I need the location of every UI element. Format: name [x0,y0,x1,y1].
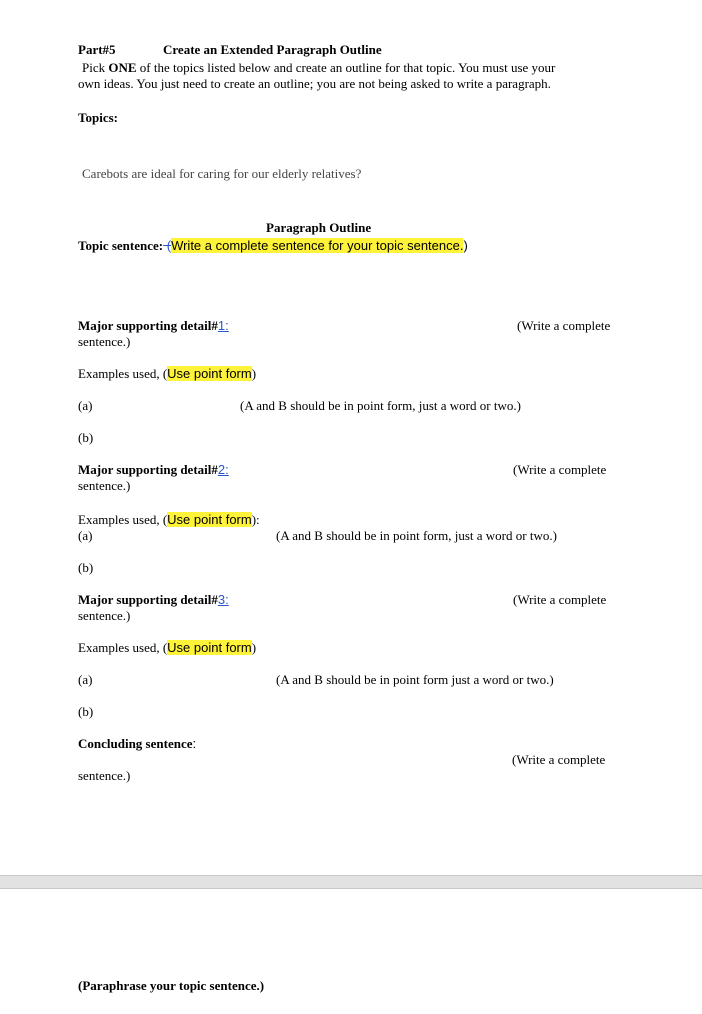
concluding-label: Concluding sentence: [78,736,197,751]
detail-1-a-note: (A and B should be in point form, just a word or two.) [240,398,521,413]
paraphrase-note: (Paraphrase your topic sentence.) [78,978,265,993]
detail-3-sentence-end: sentence.) [78,608,131,623]
detail-3-number: 3: [217,592,229,607]
detail-1-number: 1: [217,318,229,333]
instructions-line-1: Pick ONE of the topics listed below and create an outline for that topic. You must use your [82,60,556,75]
detail-2-examples: Examples used, (Use point form): [78,512,260,527]
detail-2-number: 2: [217,462,229,477]
detail-2-sentence-end: sentence.) [78,478,131,493]
detail-3-examples: Examples used, (Use point form) [78,640,257,655]
outline-title: Paragraph Outline [266,220,372,235]
detail-1-write-note: (Write a complete [517,318,611,333]
detail-3-label: Major supporting detail#3: [78,592,229,607]
detail-2-label: Major supporting detail#2: [78,462,229,477]
tracked-change-mark: ( [163,238,172,253]
topic-sentence-label: Topic sentence: [78,238,164,253]
detail-3-b-label: (b) [78,704,94,719]
page-break-separator [0,875,702,889]
detail-2-a-note: (A and B should be in point form, just a word or two.) [276,528,557,543]
concluding-sentence-end: sentence.) [78,768,131,783]
detail-3-a-note: (A and B should be in point form just a word or two.) [276,672,554,687]
detail-2-b-label: (b) [78,560,94,575]
detail-1-a-label: (a) [78,398,93,413]
detail-1-sentence-end: sentence.) [78,334,131,349]
topic-text: Carebots are ideal for caring for our elderly relatives? [82,166,362,181]
detail-2-write-note: (Write a complete [513,462,607,477]
part-title: Create an Extended Paragraph Outline [163,42,382,57]
detail-1-examples: Examples used, (Use point form) [78,366,257,381]
detail-3-write-note: (Write a complete [513,592,607,607]
topic-sentence-highlight: Write a complete sentence for your topic sentence. [171,238,464,253]
part-label: Part#5 [78,42,116,57]
instructions-line-2: own ideas. You just need to create an outline; you are not being asked to write a paragraph. [78,76,551,91]
detail-1-label: Major supporting detail#1: [78,318,229,333]
detail-1-b-label: (b) [78,430,94,445]
topics-label: Topics: [78,110,118,125]
topic-sentence-line: Topic sentence: (Write a complete sentence for your topic sentence.) [78,238,468,253]
detail-2-a-label: (a) [78,528,93,543]
concluding-write-note: (Write a complete [512,752,606,767]
detail-3-a-label: (a) [78,672,93,687]
